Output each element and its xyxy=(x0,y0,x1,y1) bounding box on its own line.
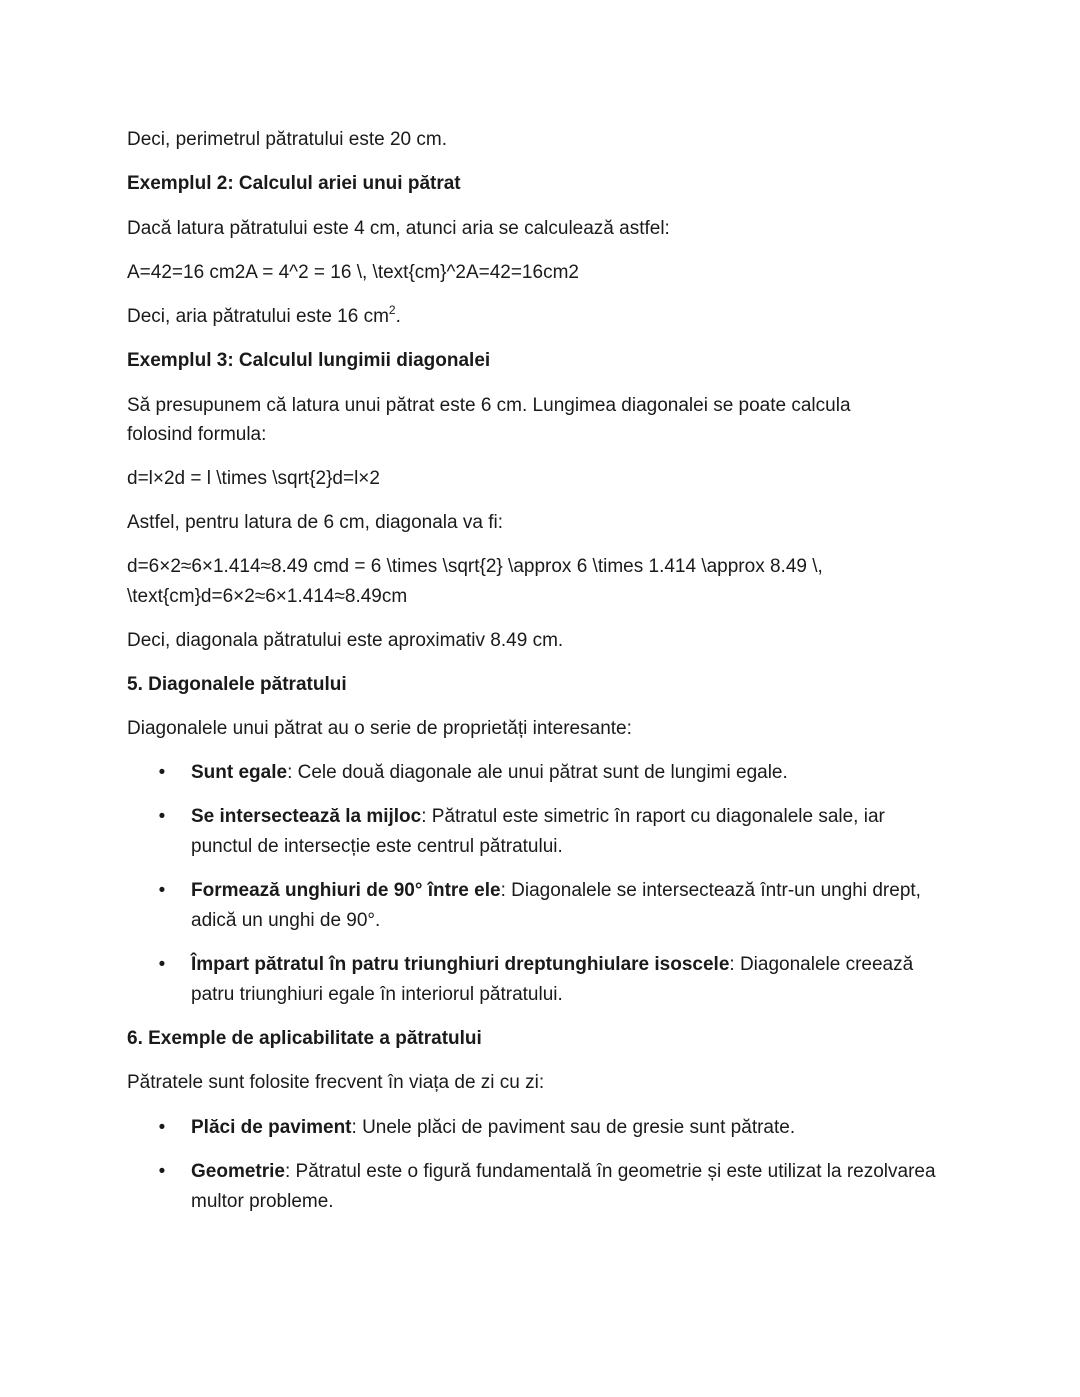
perimeter-conclusion: Deci, perimetrul pătratului este 20 cm. xyxy=(127,129,447,150)
list-item-term: Plăci de paviment xyxy=(191,1117,352,1138)
list-item-description: : Diagonalele se intersectează într-un unghi drept, adică un unghi de 90°. xyxy=(191,880,921,931)
area-conclusion-period: . xyxy=(395,306,401,327)
area-formula: A=42=16 cm2A = 4^2 = 16 \, \text{cm}^2A=42=16cm2 xyxy=(127,262,579,283)
list-item-text xyxy=(191,758,951,788)
diagonal-calc-line-1: d=6×2≈6×1.414≈8.49 cmd = 6 \times \sqrt{2} \approx 6 \times 1.414 \approx 8.49 \, xyxy=(127,556,823,577)
list-item-description: : Diagonalele creează patru triunghiuri egale în interiorul pătratului. xyxy=(191,954,914,1005)
bullet-icon: • xyxy=(158,762,166,783)
list-item-term: Geometrie xyxy=(191,1161,285,1182)
diagonal-intro-line-2: folosind formula: xyxy=(127,424,267,445)
diagonal-calc-line-2: \text{cm}d=6×2≈6×1.414≈8.49cm xyxy=(127,586,408,607)
diagonals-intro: Diagonalele unui pătrat au o serie de proprietăți interesante: xyxy=(127,718,632,739)
area-intro: Dacă latura pătratului este 4 cm, atunci aria se calculează astfel: xyxy=(127,218,670,239)
applications-intro: Pătratele sunt folosite frecvent în viața de zi cu zi: xyxy=(127,1072,545,1093)
list-item-term: Împart pătratul în patru triunghiuri dreptunghiulare isoscele xyxy=(191,954,730,975)
diagonal-formula: d=l×2d = l \times \sqrt{2}d=l×2 xyxy=(127,468,380,489)
list-item-description: : Pătratul este simetric în raport cu diagonalele sale, iar punctul de intersecție este centrul pătratului. xyxy=(191,806,885,857)
list-item-term: Se intersectează la mijloc xyxy=(191,806,422,827)
area-conclusion xyxy=(127,302,957,332)
bullet-icon: • xyxy=(158,954,166,975)
bullet-icon: • xyxy=(158,806,166,827)
list-item-text xyxy=(191,876,951,936)
heading-example-3: Exemplul 3: Calculul lungimii diagonalei xyxy=(127,350,491,371)
heading-section-6: 6. Exemple de aplicabilitate a pătratului xyxy=(127,1028,482,1049)
diagonal-intro-line-1: Să presupunem că latura unui pătrat este 6 cm. Lungimea diagonalei se poate calcula xyxy=(127,395,851,416)
bullet-icon: • xyxy=(158,1161,166,1182)
list-item-description: : Unele plăci de paviment sau de gresie sunt pătrate. xyxy=(351,1117,796,1138)
document-page xyxy=(127,0,957,1397)
list-item-text xyxy=(191,1157,951,1217)
heading-example-2: Exemplul 2: Calculul ariei unui pătrat xyxy=(127,173,461,194)
bullet-icon: • xyxy=(158,1117,166,1138)
list-item-description: : Pătratul este o figură fundamentală în geometrie și este utilizat la rezolvarea multor probleme. xyxy=(191,1161,936,1212)
diagonal-conclusion: Deci, diagonala pătratului este aproximativ 8.49 cm. xyxy=(127,630,564,651)
area-superscript: 2 xyxy=(388,303,396,317)
list-item-description: : Cele două diagonale ale unui pătrat sunt de lungimi egale. xyxy=(287,762,788,783)
list-item-text xyxy=(191,1113,951,1143)
area-conclusion-text: Deci, aria pătratului este 16 cm xyxy=(127,306,389,327)
list-item-term: Sunt egale xyxy=(191,762,288,783)
diagonal-calc-intro: Astfel, pentru latura de 6 cm, diagonala va fi: xyxy=(127,512,503,533)
list-item-term: Formează unghiuri de 90° între ele xyxy=(191,880,501,901)
list-item-text xyxy=(191,802,951,862)
list-item-text xyxy=(191,950,951,1010)
heading-section-5: 5. Diagonalele pătratului xyxy=(127,674,347,695)
bullet-icon: • xyxy=(158,880,166,901)
